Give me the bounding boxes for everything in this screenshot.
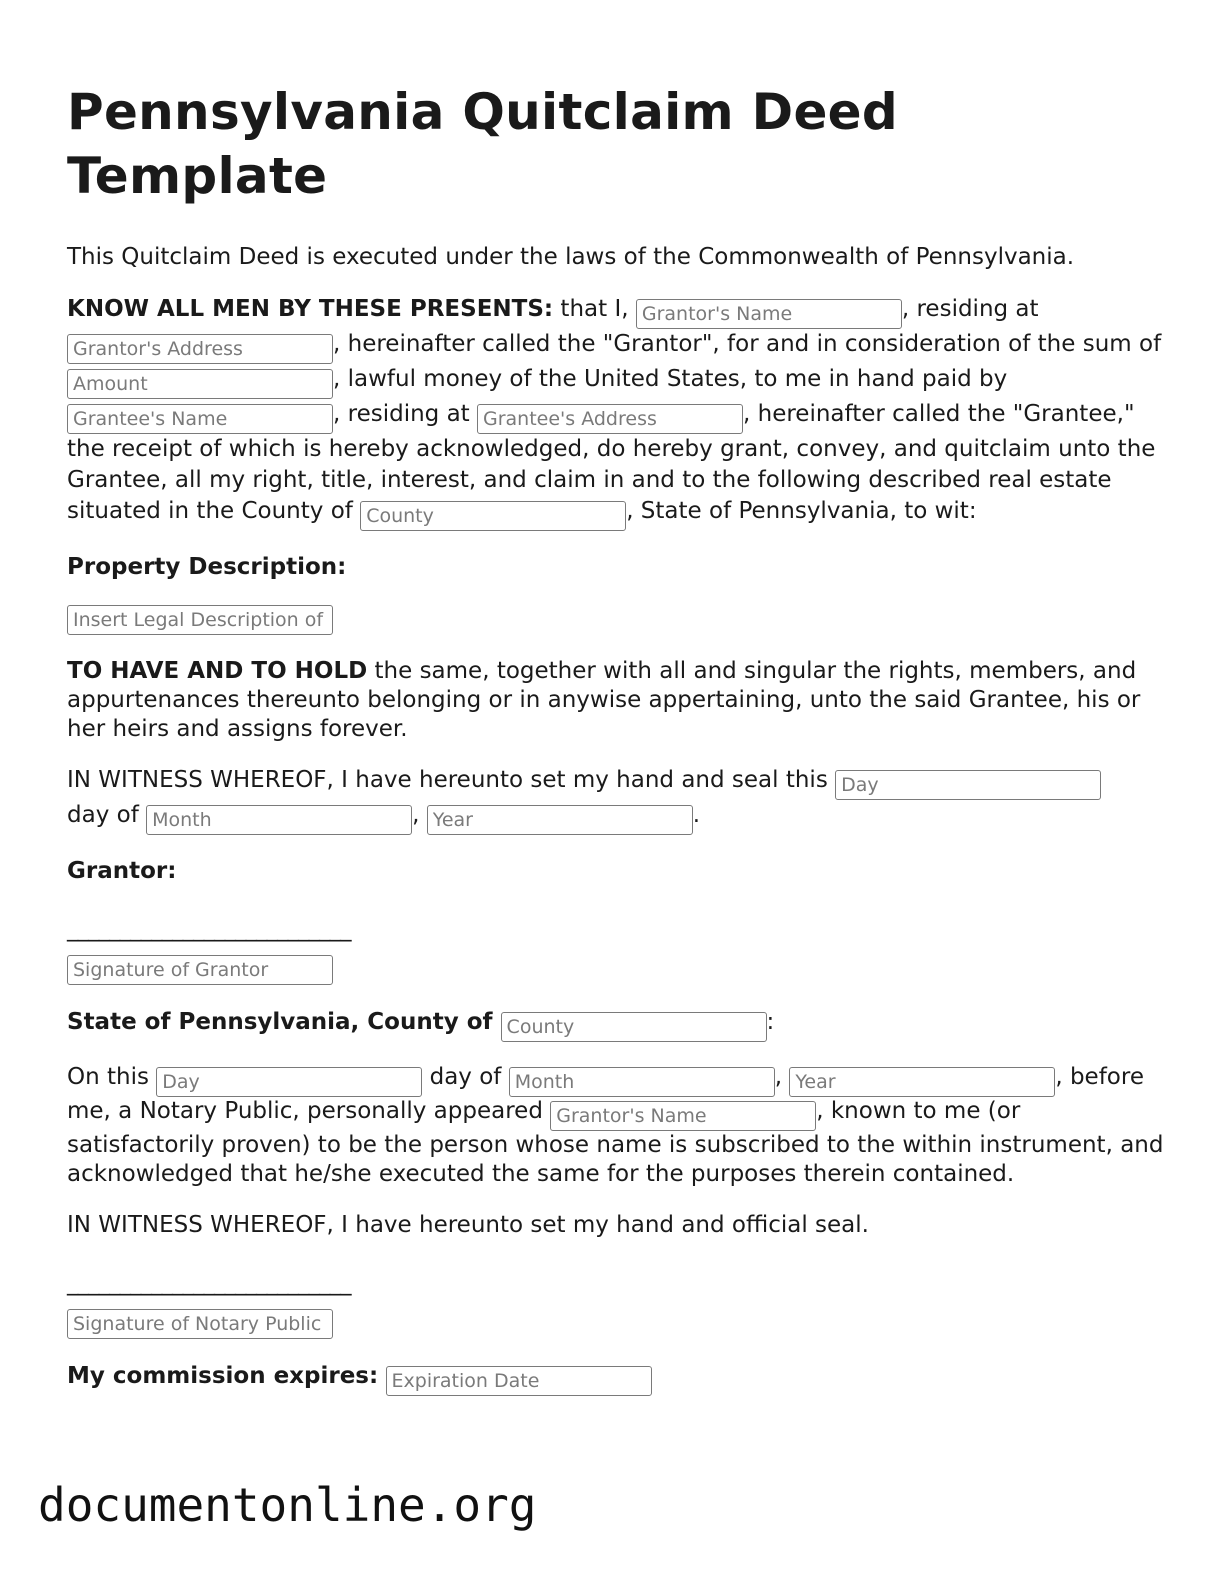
witness-text-1: IN WITNESS WHEREOF, I have hereunto set my hand and seal this <box>67 767 836 793</box>
grantor-signature-input[interactable] <box>67 955 333 985</box>
document-page <box>67 80 1167 1417</box>
grantor-name-input[interactable] <box>636 299 902 329</box>
notary-signature-line: ___________________________ <box>67 1270 351 1296</box>
witness-text-3: , <box>412 802 427 828</box>
grantor-address-input[interactable] <box>67 334 333 364</box>
know-lead: KNOW ALL MEN BY THESE PRESENTS: <box>67 296 554 322</box>
notary-paragraph <box>67 1063 1167 1189</box>
grantor-signature-line: ___________________________ <box>67 916 351 942</box>
witness2-paragraph: IN WITNESS WHEREOF, I have hereunto set my hand and official seal. <box>67 1212 869 1238</box>
witness-paragraph <box>67 765 1167 835</box>
witness-text-2: day of <box>67 802 147 828</box>
know-text-4: , lawful money of the United States, to me in hand paid by <box>333 366 1008 392</box>
know-text-6: , hereinafter called the "Grantee," the receipt of which is hereby acknowledged, do hereby grant, convey, and quitclaim unto the Grantee, all my right, title, interest, and claim in and to the following described real estate situated in the County of <box>67 401 1156 524</box>
notary-text-1: On this <box>67 1064 157 1090</box>
witness-day-input[interactable] <box>835 770 1101 800</box>
grantor-heading: Grantor: <box>67 858 177 884</box>
notary-month-input[interactable] <box>509 1067 775 1097</box>
habendum-text: the same, together with all and singular the rights, members, and appurtenances thereunto belonging or in anywise appertaining, unto the said Grantee, his or her heirs and assigns forever. <box>67 658 1141 742</box>
habendum-paragraph <box>67 657 1167 744</box>
intro-paragraph: This Quitclaim Deed is executed under the laws of the Commonwealth of Pennsylvania. <box>67 244 1075 270</box>
expiration-date-input[interactable] <box>386 1366 652 1396</box>
notary-text-4: , before me, a Notary Public, personally appeared <box>67 1064 1144 1124</box>
habendum-lead: TO HAVE AND TO HOLD <box>67 658 368 684</box>
notary-text-5: , known to me (or satisfactorily proven) to be the person whose name is subscribed to the within instrument, and acknowledged that he/she executed the same for the purposes therein contained. <box>67 1098 1164 1187</box>
know-text-3: , hereinafter called the "Grantor", for and in consideration of the sum of <box>333 331 1162 357</box>
state-county-line <box>67 1007 1167 1042</box>
know-text-5: , residing at <box>333 401 477 427</box>
watermark: documentonline.org <box>38 1478 537 1532</box>
notary-county-input[interactable] <box>501 1012 767 1042</box>
legal-description-input[interactable] <box>67 605 333 635</box>
witness-month-input[interactable] <box>146 805 412 835</box>
page-title: Pennsylvania Quitclaim Deed Template <box>67 83 898 205</box>
commission-line <box>67 1361 1167 1396</box>
grantee-address-input[interactable] <box>477 404 743 434</box>
notary-grantor-name-input[interactable] <box>550 1101 816 1131</box>
commission-label: My commission expires: <box>67 1363 379 1389</box>
know-text-7: , State of Pennsylvania, to wit: <box>626 498 977 524</box>
state-county-label: State of Pennsylvania, County of <box>67 1009 501 1035</box>
county-input[interactable] <box>360 501 626 531</box>
amount-input[interactable] <box>67 369 333 399</box>
notary-day-input[interactable] <box>156 1067 422 1097</box>
witness-text-4: . <box>692 802 701 828</box>
notary-text-3: , <box>774 1064 790 1090</box>
notary-year-input[interactable] <box>789 1067 1055 1097</box>
know-all-men-paragraph <box>67 294 1167 531</box>
know-text-2: , residing at <box>901 296 1039 322</box>
know-text-1: that I, <box>553 296 636 322</box>
notary-text-2: day of <box>422 1064 509 1090</box>
state-colon: : <box>766 1009 775 1035</box>
witness-year-input[interactable] <box>427 805 693 835</box>
grantee-name-input[interactable] <box>67 404 333 434</box>
notary-signature-input[interactable] <box>67 1309 333 1339</box>
property-description-heading: Property Description: <box>67 554 347 580</box>
